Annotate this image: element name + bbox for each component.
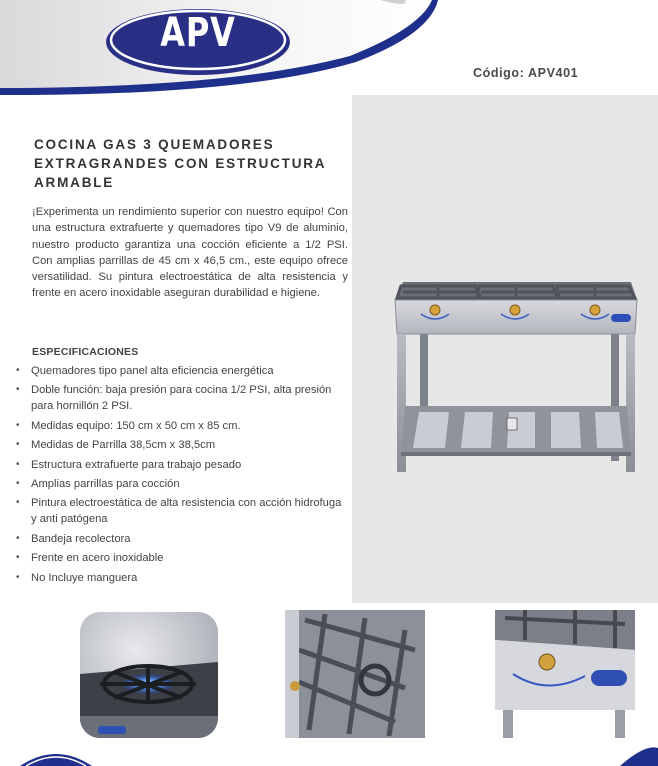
spec-item: • Doble función: baja presión para cocina 1/2 PSI, alta presión para hornillón 2 PSI. [16, 382, 346, 414]
spec-item: • Medidas equipo: 150 cm x 50 cm x 85 cm. [16, 418, 346, 434]
specs-list [16, 363, 346, 589]
stove-product-image [383, 276, 643, 474]
footer-decoration [0, 742, 658, 766]
spec-item: • Frente en acero inoxidable [16, 550, 346, 566]
spec-item: • Pintura electroestática de alta resistencia con acción hidrofuga y anti patógena [16, 495, 346, 527]
specs-heading: ESPECIFICACIONES [32, 346, 139, 358]
header [0, 0, 658, 95]
product-code: Código: APV401 [473, 66, 579, 80]
product-description: ¡Experimenta un rendimiento superior con nuestro equipo! Con una estructura extrafuerte y quemadores tipo V9 de aluminio, nuestro producto garantiza una cocción eficiente a 1/2 PSI. Con amplias parrillas de 45 cm x 46,5 cm., este equipo ofrece versatilidad. Su pintura electroestática de alta resistencia y frente en acero inoxidable aseguran durabilidad e higiene. [32, 206, 348, 300]
brand-badge [611, 314, 631, 322]
brand-logo: APV [160, 10, 236, 56]
spec-item: • No Incluye manguera [16, 570, 346, 586]
spec-item: • Bandeja recolectora [16, 531, 346, 547]
product-title: COCINA GAS 3 QUEMADORES EXTRAGRANDES CON ESTRUCTURA ARMABLE [34, 137, 326, 190]
front-panel-detail-photo [495, 610, 635, 738]
grate-detail-photo [285, 610, 425, 738]
header-background [0, 0, 658, 95]
spec-item: • Estructura extrafuerte para trabajo pesado [16, 457, 346, 473]
spec-item: • Medidas de Parrilla 38,5cm x 38,5cm [16, 437, 346, 453]
spec-item: • Amplias parrillas para cocción [16, 476, 346, 492]
spec-item: • Quemadores tipo panel alta eficiencia energética [16, 363, 346, 379]
burner-flame-photo [80, 612, 218, 738]
